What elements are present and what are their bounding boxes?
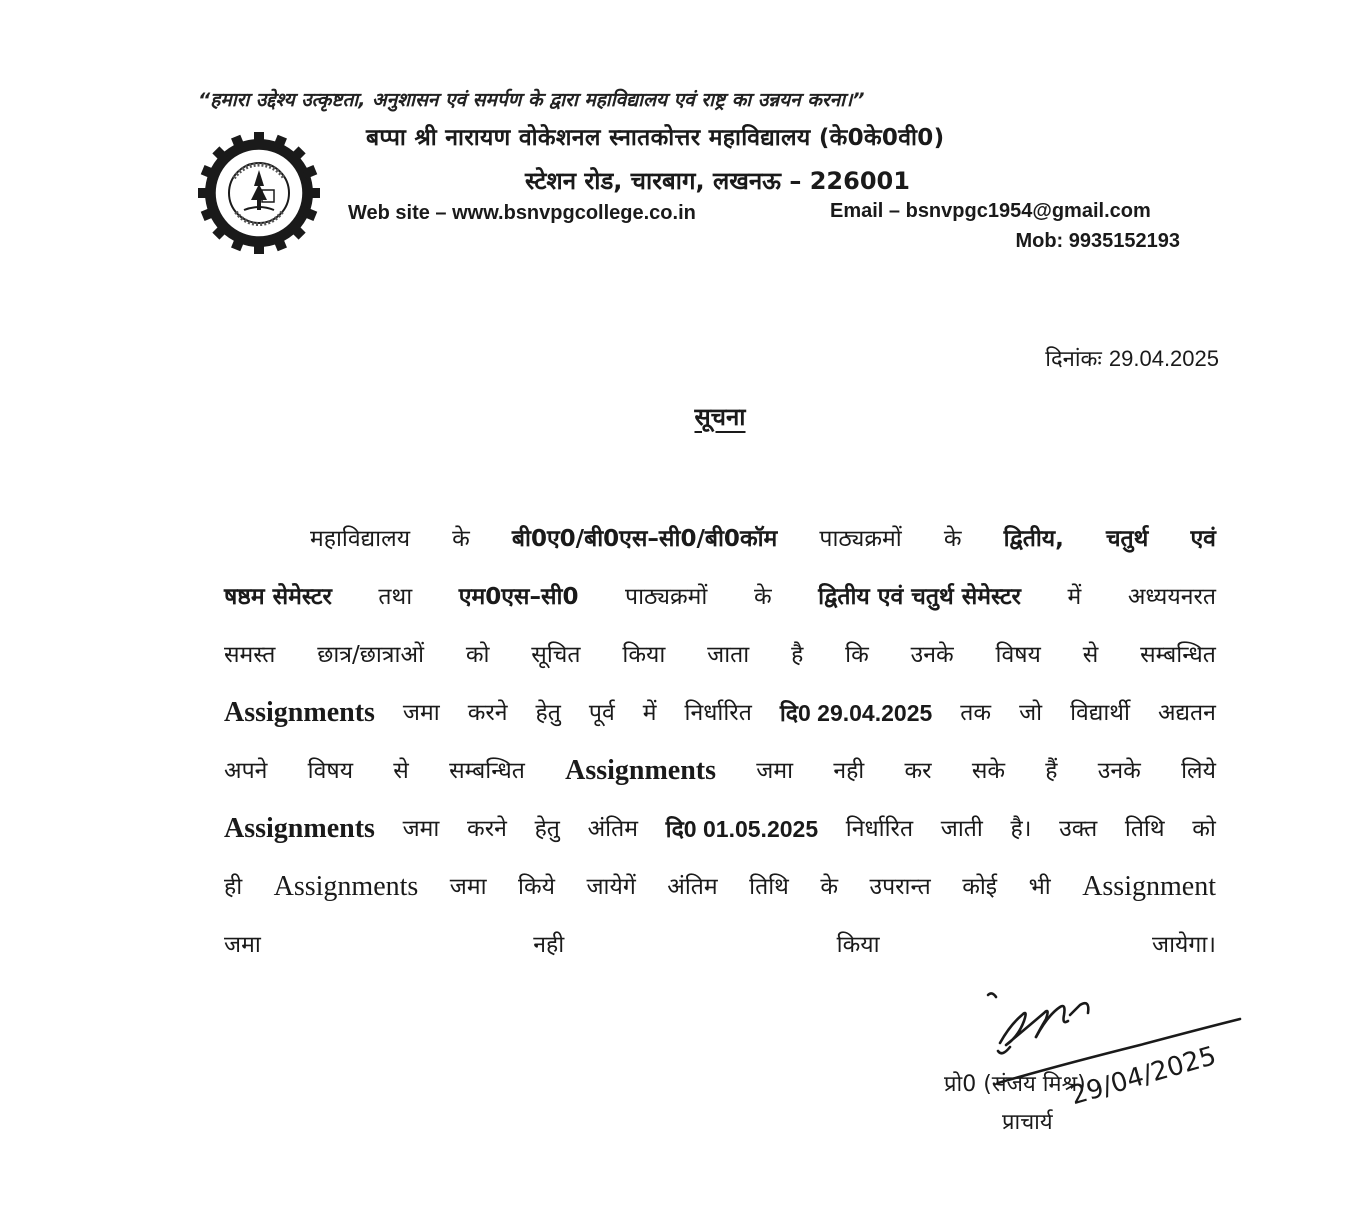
signature-date: 29/04/2025 [1067, 1041, 1220, 1112]
body-line-6: Assignments जमा करने हेतु अंतिम दि0 01.05.2025 निर्धारित जाती है। उक्त तिथि को [224, 813, 1216, 844]
body-line-5: अपने विषय से सम्बन्धित Assignments जमा नही कर सके हैं उनके लिये [224, 755, 1216, 786]
principal-designation: प्राचार्य [1002, 1110, 1053, 1135]
date-value: 29.04.2025 [1108, 346, 1219, 371]
body-line-8: जमा नही किया जायेगा। [224, 932, 1216, 958]
notice-title: सूचना [694, 403, 746, 431]
body-line-2: षष्ठम सेमेस्टर तथा एम0एस–सी0 पाठ्यक्रमों के द्वितीय एवं चतुर्थ सेमेस्टर में अध्ययनरत [224, 584, 1216, 610]
body-line-7: ही Assignments जमा किये जायेगें अंतिम तिथि के उपरान्त कोई भी Assignment [224, 871, 1216, 902]
body-line-1: महाविद्यालय के बी0ए0/बी0एस–सी0/बी0कॉम पाठ्यक्रमों के द्वितीय, चतुर्थ एवं [310, 526, 1216, 552]
notice-body [224, 510, 1216, 974]
college-website: Web site – www.bsnvpgcollege.co.in [348, 202, 696, 224]
college-seal-logo [196, 130, 322, 256]
date-label: दिनांकः [1045, 347, 1102, 372]
college-address: स्टेशन रोड, चारबाग, लखनऊ – 226001 [525, 167, 910, 195]
principal-name: प्रो0 (संजय मिश्र) [944, 1072, 1086, 1097]
college-mobile: Mob: 9935152193 [1015, 230, 1180, 252]
college-email: Email – bsnvpgc1954@gmail.com [830, 200, 1151, 222]
principal-signature [940, 985, 1270, 1135]
college-motto: “हमारा उद्देश्य उत्कृष्टता, अनुशासन एवं समर्पण के द्वारा महाविद्यालय एवं राष्ट्र का उन्नयन करना।” [198, 89, 865, 111]
notice-heading [0, 400, 1356, 433]
body-line-3: समस्त छात्र/छात्राओं को सूचित किया जाता है कि उनके विषय से सम्बन्धित [224, 642, 1216, 668]
body-line-4: Assignments जमा करने हेतु पूर्व में निर्धारित दि0 29.04.2025 तक जो विद्यार्थी अद्यतन [224, 697, 1216, 728]
notice-date [1045, 343, 1219, 373]
college-name: बप्पा श्री नारायण वोकेशनल स्नातकोत्तर महाविद्यालय (के0के0वी0) [366, 125, 945, 151]
